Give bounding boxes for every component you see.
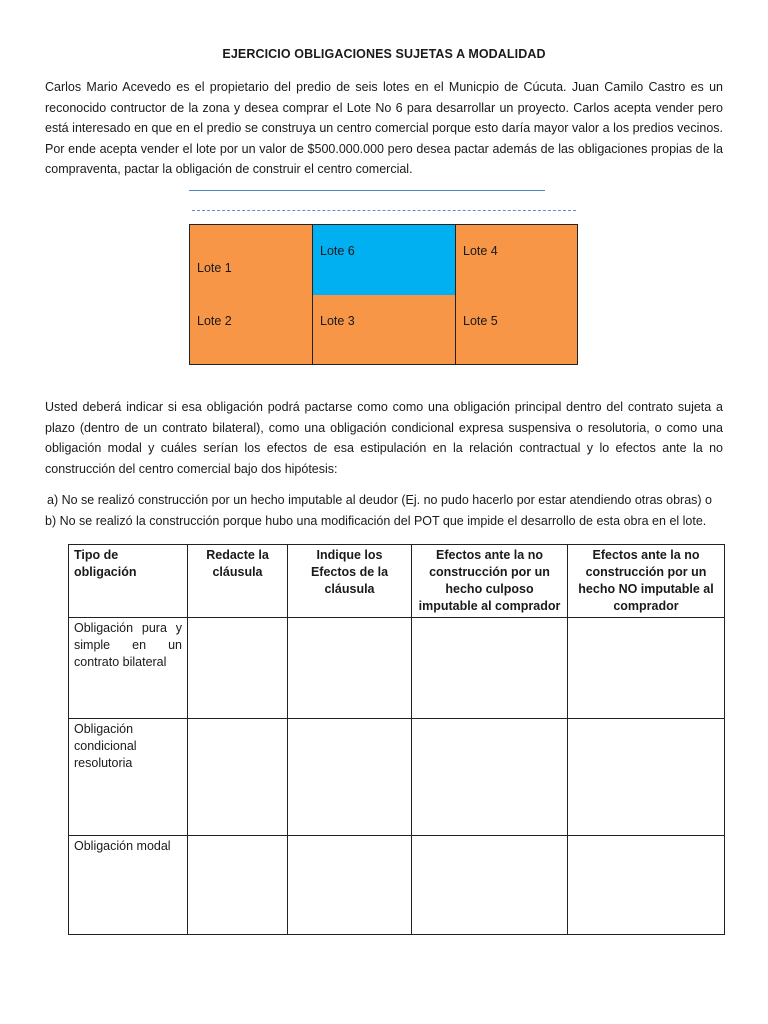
header-culposo: Efectos ante la no construcción por un hecho culposo imputable al comprador <box>412 545 568 618</box>
table-cell-empty[interactable] <box>412 836 568 935</box>
lot-4 <box>455 225 577 295</box>
table-header-row <box>69 545 725 618</box>
row-label-condicional: Obligación condicional resolutoria <box>69 719 188 836</box>
lots-map <box>189 224 578 365</box>
lot-3-label: Lote 3 <box>320 314 355 328</box>
row-label-pura: Obligación pura y simple en un contrato bilateral <box>69 618 188 719</box>
table-cell-empty[interactable] <box>412 719 568 836</box>
row-label-modal: Obligación modal <box>69 836 188 935</box>
hypothesis-a: a) No se realizó construcción por un hecho imputable al deudor (Ej. no pudo hacerlo por estar atendiendo otras obras) o <box>47 493 712 507</box>
lot-4-label: Lote 4 <box>463 244 498 258</box>
header-redacte: Redacte la cláusula <box>188 545 288 618</box>
obligations-table <box>68 544 725 935</box>
table-cell-empty[interactable] <box>568 836 725 935</box>
boundary-line-dashed <box>192 210 576 211</box>
lot-5-label: Lote 5 <box>463 314 498 328</box>
lot-1 <box>190 225 312 295</box>
lot-5 <box>455 295 577 364</box>
lot-6-label: Lote 6 <box>320 244 355 258</box>
table-cell-empty[interactable] <box>188 836 288 935</box>
table-cell-empty[interactable] <box>288 836 412 935</box>
lot-3 <box>312 295 455 364</box>
table-cell-empty[interactable] <box>288 719 412 836</box>
lot-1-label: Lote 1 <box>197 261 232 275</box>
intro-paragraph: Carlos Mario Acevedo es el propietario del predio de seis lotes en el Municpio de Cúcuta. Juan Camilo Castro es un reconocido contructor de la zona y desea comprar el Lote No 6 para desarrollar un proyecto. Carlos acepta vender pero está interesado en que en el predio se construya un centro comercial porque esto daría mayor valor a los predios vecinos. Por ende acepta vender el lote por un valor de $500.000.000 pero desea pactar además de las obligaciones propias de la compraventa, pactar la obligación de construir el centro comercial. <box>45 80 723 177</box>
table-cell-empty[interactable] <box>568 719 725 836</box>
lot-2-label: Lote 2 <box>197 314 232 328</box>
lot-6 <box>312 225 455 295</box>
table-cell-empty[interactable] <box>568 618 725 719</box>
boundary-line-solid <box>189 190 545 191</box>
hypothesis-b: b) No se realizó la construcción porque hubo una modificación del POT que impide el desarrollo de esta obra en el lote. <box>45 514 707 528</box>
header-tipo: Tipo de obligación <box>69 545 188 618</box>
table-cell-empty[interactable] <box>288 618 412 719</box>
header-no-imputable: Efectos ante la no construcción por un hecho NO imputable al comprador <box>568 545 725 618</box>
table-cell-empty[interactable] <box>412 618 568 719</box>
table-cell-empty[interactable] <box>188 618 288 719</box>
header-efectos: Indique los Efectos de la cláusula <box>288 545 412 618</box>
lot-2 <box>190 295 312 364</box>
document-title: EJERCICIO OBLIGACIONES SUJETAS A MODALIDAD <box>222 47 546 61</box>
instructions-paragraph: Usted deberá indicar si esa obligación podrá pactarse como como una obligación principal dentro del contrato sujeta a plazo (dentro de un contrato bilateral), como una obligación condicional expresa suspensiva o resolutoria, o como una obligación modal y cuáles serían los efectos de esa estipulación en la relación contractual y lo efectos ante la no construcción del centro comercial bajo dos hipótesis: <box>45 400 723 476</box>
table-row <box>69 618 725 719</box>
table-cell-empty[interactable] <box>188 719 288 836</box>
table-row <box>69 836 725 935</box>
table-row <box>69 719 725 836</box>
